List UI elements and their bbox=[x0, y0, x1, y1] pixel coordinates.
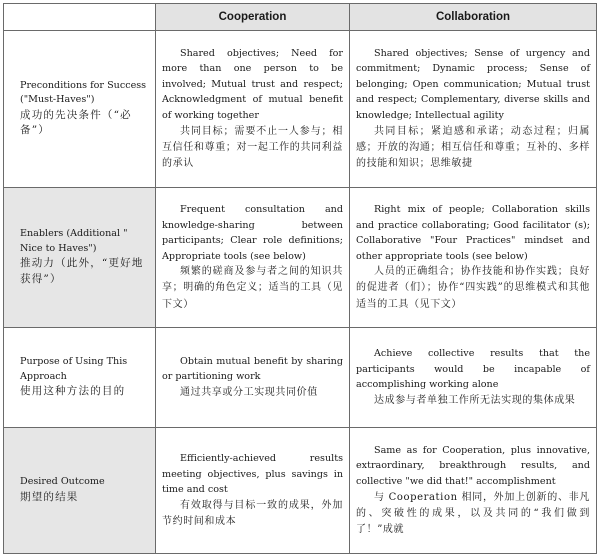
row-label-cell bbox=[4, 328, 156, 428]
cooperation-text-en: Frequent consultation and knowledge-sharing between participants; Clear role definitions; Appropriate tools (see below) bbox=[162, 204, 343, 262]
cooperation-text-zh: 共同目标；需要不止一人参与；相互信任和尊重；对一起工作的共同利益的承认 bbox=[162, 125, 343, 169]
cooperation-cell bbox=[156, 428, 350, 554]
collaboration-text-en: Right mix of people; Collaboration skills and practice collaborating; Good facilitator (s); Collaborative "Four Practices" mindset and other appropriate tools (see below) bbox=[356, 204, 590, 262]
header-collaboration: Collaboration bbox=[350, 4, 597, 31]
cooperation-text-en: Efficiently-achieved results meeting objectives, plus savings in time and cost bbox=[162, 453, 343, 496]
table-row bbox=[4, 188, 597, 328]
collaboration-text-en: Achieve collective results that the participants would be incapable of accomplishing working alone bbox=[356, 348, 590, 391]
header-empty-cell bbox=[4, 4, 156, 31]
cooperation-cell bbox=[156, 188, 350, 328]
cooperation-cell bbox=[156, 31, 350, 188]
collaboration-cell bbox=[350, 328, 597, 428]
row-label-en: Preconditions for Success ("Must-Haves") bbox=[20, 79, 147, 106]
cooperation-cell bbox=[156, 328, 350, 428]
cooperation-text-zh: 频繁的磋商及参与者之间的知识共享；明确的角色定义；适当的工具（见下文） bbox=[162, 266, 343, 310]
row-label-cell bbox=[4, 188, 156, 328]
collaboration-text-zh: 人员的正确组合；协作技能和协作实践；良好的促进者（们）；协作“四实践”的思维模式和其他适当的工具（见下文） bbox=[356, 266, 590, 310]
row-label-zh: 使用这种方法的目的 bbox=[20, 385, 126, 398]
header-cooperation: Cooperation bbox=[156, 4, 350, 31]
cooperation-text-zh: 有效取得与目标一致的成果，外加节约时间和成本 bbox=[162, 499, 343, 527]
row-label-en: Enablers (Additional " Nice to Haves") bbox=[20, 228, 128, 254]
row-label-zh: 推动力（此外，“更好地获得”） bbox=[20, 257, 144, 285]
cooperation-text-en: Shared objectives; Need for more than one person to be involved; Mutual trust and respect; Acknowledgment of mutual benefit of working together bbox=[162, 47, 343, 122]
table-row bbox=[4, 428, 597, 554]
cooperation-text-en: Obtain mutual benefit by sharing or partitioning work bbox=[162, 355, 343, 383]
collaboration-text-zh: 与 Cooperation 相同，外加上创新的、非凡的、突破性的成果，以及共同的“我们做到了！”成就 bbox=[356, 491, 590, 535]
collaboration-text-zh: 共同目标；紧迫感和承诺；动态过程；归属感；开放的沟通；相互信任和尊重；互补的、多样的技能和知识；思维敏捷 bbox=[356, 125, 590, 169]
collaboration-cell bbox=[350, 428, 597, 554]
row-label-zh: 期望的结果 bbox=[20, 490, 79, 503]
comparison-table bbox=[3, 3, 597, 554]
table-row bbox=[4, 328, 597, 428]
collaboration-text-zh: 达成参与者单独工作所无法实现的集体成果 bbox=[374, 394, 576, 406]
table-row bbox=[4, 31, 597, 188]
header-row bbox=[4, 4, 597, 31]
row-label-en: Desired Outcome bbox=[20, 476, 105, 488]
row-label-cell bbox=[4, 428, 156, 554]
row-label-en: Purpose of Using This Approach bbox=[20, 356, 128, 382]
cooperation-text-zh: 通过共享或分工实现共同价值 bbox=[180, 386, 318, 398]
collaboration-text-en: Same as for Cooperation, plus innovative, extraordinary, breakthrough results, and collective "we did that!" accomplishment bbox=[356, 444, 590, 487]
collaboration-cell bbox=[350, 31, 597, 188]
row-label-zh: 成功的先决条件（“必备”） bbox=[20, 108, 132, 137]
collaboration-cell bbox=[350, 188, 597, 328]
row-label-cell bbox=[4, 31, 156, 188]
collaboration-text-en: Shared objectives; Sense of urgency and commitment; Dynamic process; Sense of belonging; Open communication; Mutual trust and respect; Complementary, diverse skills and knowledge; Intellectual agility bbox=[356, 47, 590, 122]
